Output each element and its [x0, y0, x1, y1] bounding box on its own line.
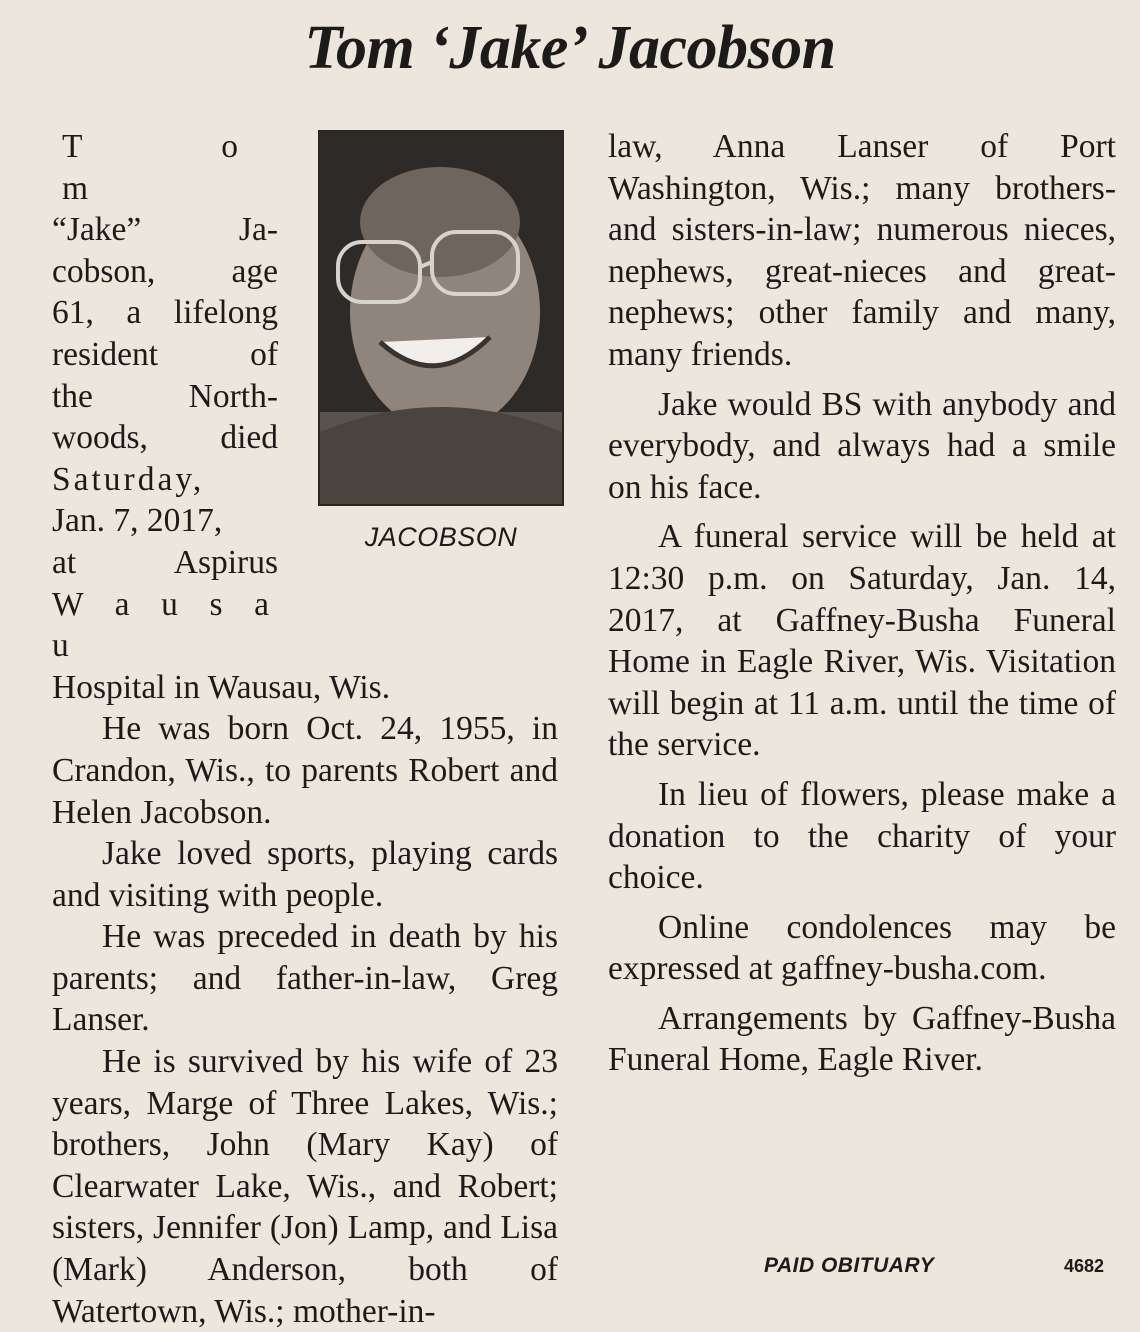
right-column [608, 126, 1116, 1081]
service-paragraph: A funeral service will be held at 12:30 p.m. on Saturday, Jan. 14, 2017, at Gaffney-Busha Funeral Home in Eagle River, Wis. Visitation will begin at 11 a.m. until the time of the service. [608, 518, 1116, 764]
intro-line: 61, a lifelong [52, 294, 278, 332]
intro-line: W a u s a u [52, 585, 278, 665]
obituary-title: Tom ‘Jake’ Jacobson [304, 14, 836, 82]
intro-line: cobson, age [52, 252, 278, 290]
interests-paragraph: Jake loved sports, playing cards and visiting with people. [52, 835, 558, 914]
ad-number: 4682 [1064, 1256, 1105, 1276]
survivors-continued-paragraph: law, Anna Lanser of Port Washington, Wis.; many brothers- and sisters-in-law; numerous nieces, nephews, great-nieces and great-nephews; other family and many, many friends. [608, 128, 1116, 373]
intro-tail: Hospital in Wausau, Wis. [52, 668, 391, 706]
preceded-paragraph: He was preceded in death by his parents; and father-in-law, Greg Lanser. [52, 918, 558, 1039]
intro-line: the North- [52, 377, 278, 415]
portrait-caption: JACOBSON [364, 522, 518, 552]
left-column [52, 126, 558, 1332]
intro-line: “Jake” Ja- [52, 211, 278, 249]
personality-paragraph: Jake would BS with anybody and everybody, and always had a smile on his face. [608, 385, 1116, 506]
condolences-paragraph: Online condolences may be expressed at gaffney-busha.com. [608, 908, 1116, 988]
intro-line: Jan. 7, 2017, [52, 502, 223, 540]
intro-line: T o m [62, 128, 278, 207]
intro-line: at Aspirus [52, 543, 278, 581]
donation-paragraph: In lieu of flowers, please make a donation to the charity of your choice. [608, 775, 1116, 897]
intro-line: resident of [52, 335, 278, 373]
intro-line: Saturday, [52, 460, 205, 498]
intro-line: woods, died [52, 419, 278, 457]
survivors-paragraph: He is survived by his wife of 23 years, Marge of Three Lakes, Wis.; brothers, John (Mary Kay) of Clearwater Lake, Wis., and Robert; sisters, Jennifer (Jon) Lamp, and Lisa (Mark) Anderson, both of Watertown, Wis.; mother-in- [52, 1043, 558, 1330]
birth-paragraph: He was born Oct. 24, 1955, in Crandon, Wis., to parents Robert and Helen Jacobson. [52, 710, 558, 831]
arrangements-paragraph: Arrangements by Gaffney-Busha Funeral Home, Eagle River. [608, 999, 1116, 1079]
paid-obituary-label: PAID OBITUARY [764, 1254, 935, 1277]
intro-lines [52, 126, 278, 667]
